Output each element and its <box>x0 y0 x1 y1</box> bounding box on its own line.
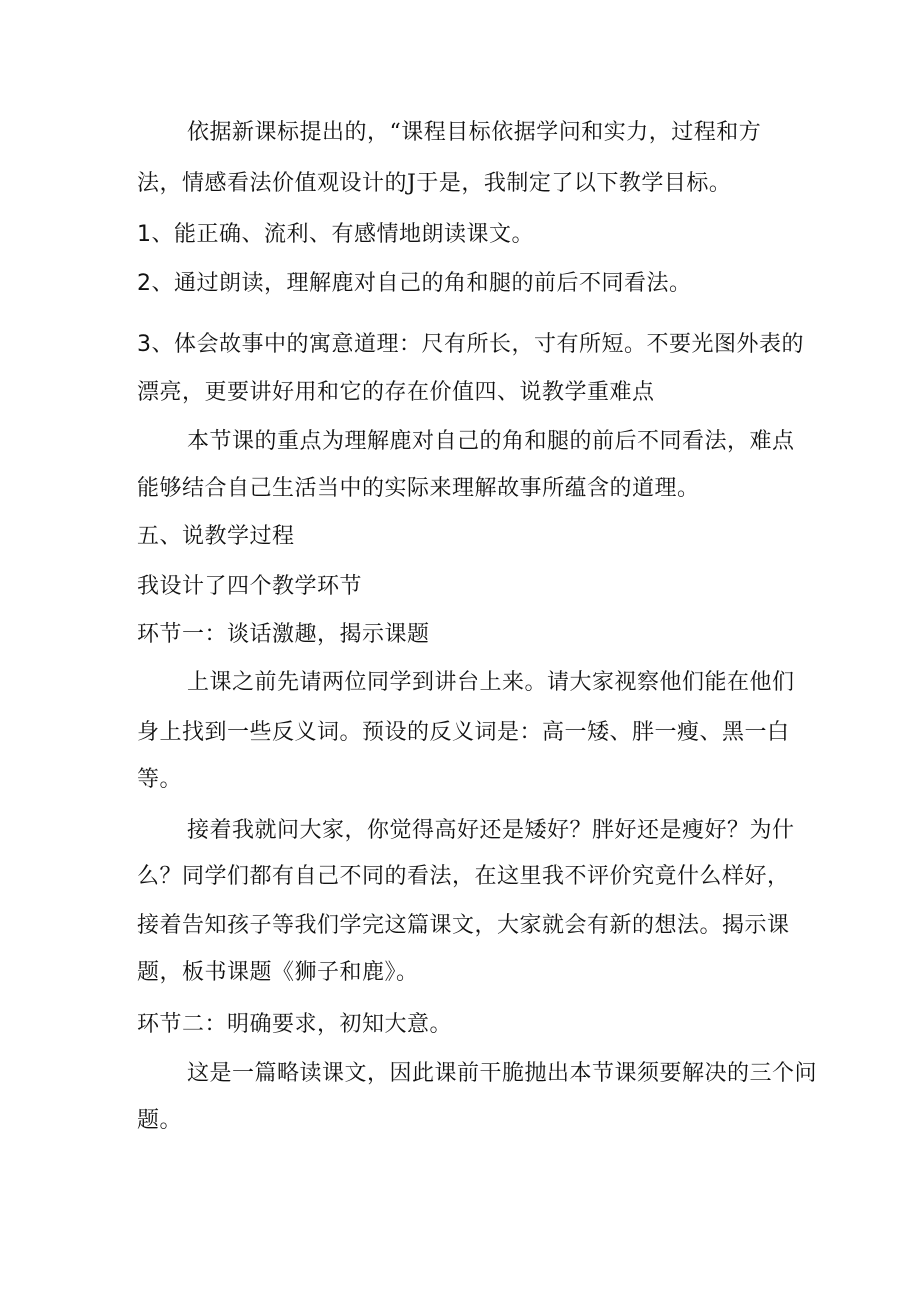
section-intro: 我设计了四个教学环节 <box>137 574 363 599</box>
objective-3-line-1: 3、体会故事中的寓意道理：尺有所长，寸有所短。不要光图外表的 <box>137 332 804 357</box>
objective-2: 2、通过朗读，理解鹿对自己的角和腿的前后不同看法。 <box>137 271 692 296</box>
step-1-paragraph-2-line-4: 题，板书课题《狮子和鹿》。 <box>137 960 419 985</box>
step-1-paragraph-1-line-3: 等。 <box>137 767 183 792</box>
step-2-paragraph-line-1: 这是一篇略读课文，因此课前干脆抛出本节课须要解决的三个问 <box>187 1061 818 1086</box>
key-points-line-1: 本节课的重点为理解鹿对自己的角和腿的前后不同看法，难点 <box>187 429 795 454</box>
step-1-paragraph-2-line-2: 么？同学们都有自己不同的看法，在这里我不评价究竟什么样好， <box>137 864 790 889</box>
key-points-line-2: 能够结合自己生活当中的实际来理解故事所蕴含的道理。 <box>137 476 700 501</box>
step-1-paragraph-2-line-3: 接着告知孩子等我们学完这篇课文，大家就会有新的想法。揭示课 <box>137 913 790 938</box>
step-1-paragraph-1-line-2: 身上找到一些反义词。预设的反义词是：高一矮、胖一瘦、黑一白 <box>137 720 790 745</box>
step-1-heading: 环节一：谈话激趣，揭示课题 <box>137 622 430 647</box>
objective-3-line-2: 漂亮，更要讲好用和它的存在价值四、说教学重难点 <box>137 380 655 405</box>
section-heading-5: 五、说教学过程 <box>137 524 295 549</box>
paragraph-intro-line-1: 依据新课标提出的，“课程目标依据学问和实力，过程和方 <box>187 120 762 145</box>
paragraph-intro-line-2: 法，情感看法价值观设计的J于是，我制定了以下教学目标。 <box>137 171 732 196</box>
objective-1: 1、能正确、流利、有感情地朗读课文。 <box>137 222 534 247</box>
step-1-paragraph-2-line-1: 接着我就问大家，你觉得高好还是矮好？胖好还是瘦好？为什 <box>187 818 795 843</box>
step-2-paragraph-line-2: 题。 <box>137 1108 183 1133</box>
step-1-paragraph-1-line-1: 上课之前先请两位同学到讲台上来。请大家视察他们能在他们 <box>187 670 795 695</box>
step-2-heading: 环节二：明确要求，初知大意。 <box>137 1012 453 1037</box>
